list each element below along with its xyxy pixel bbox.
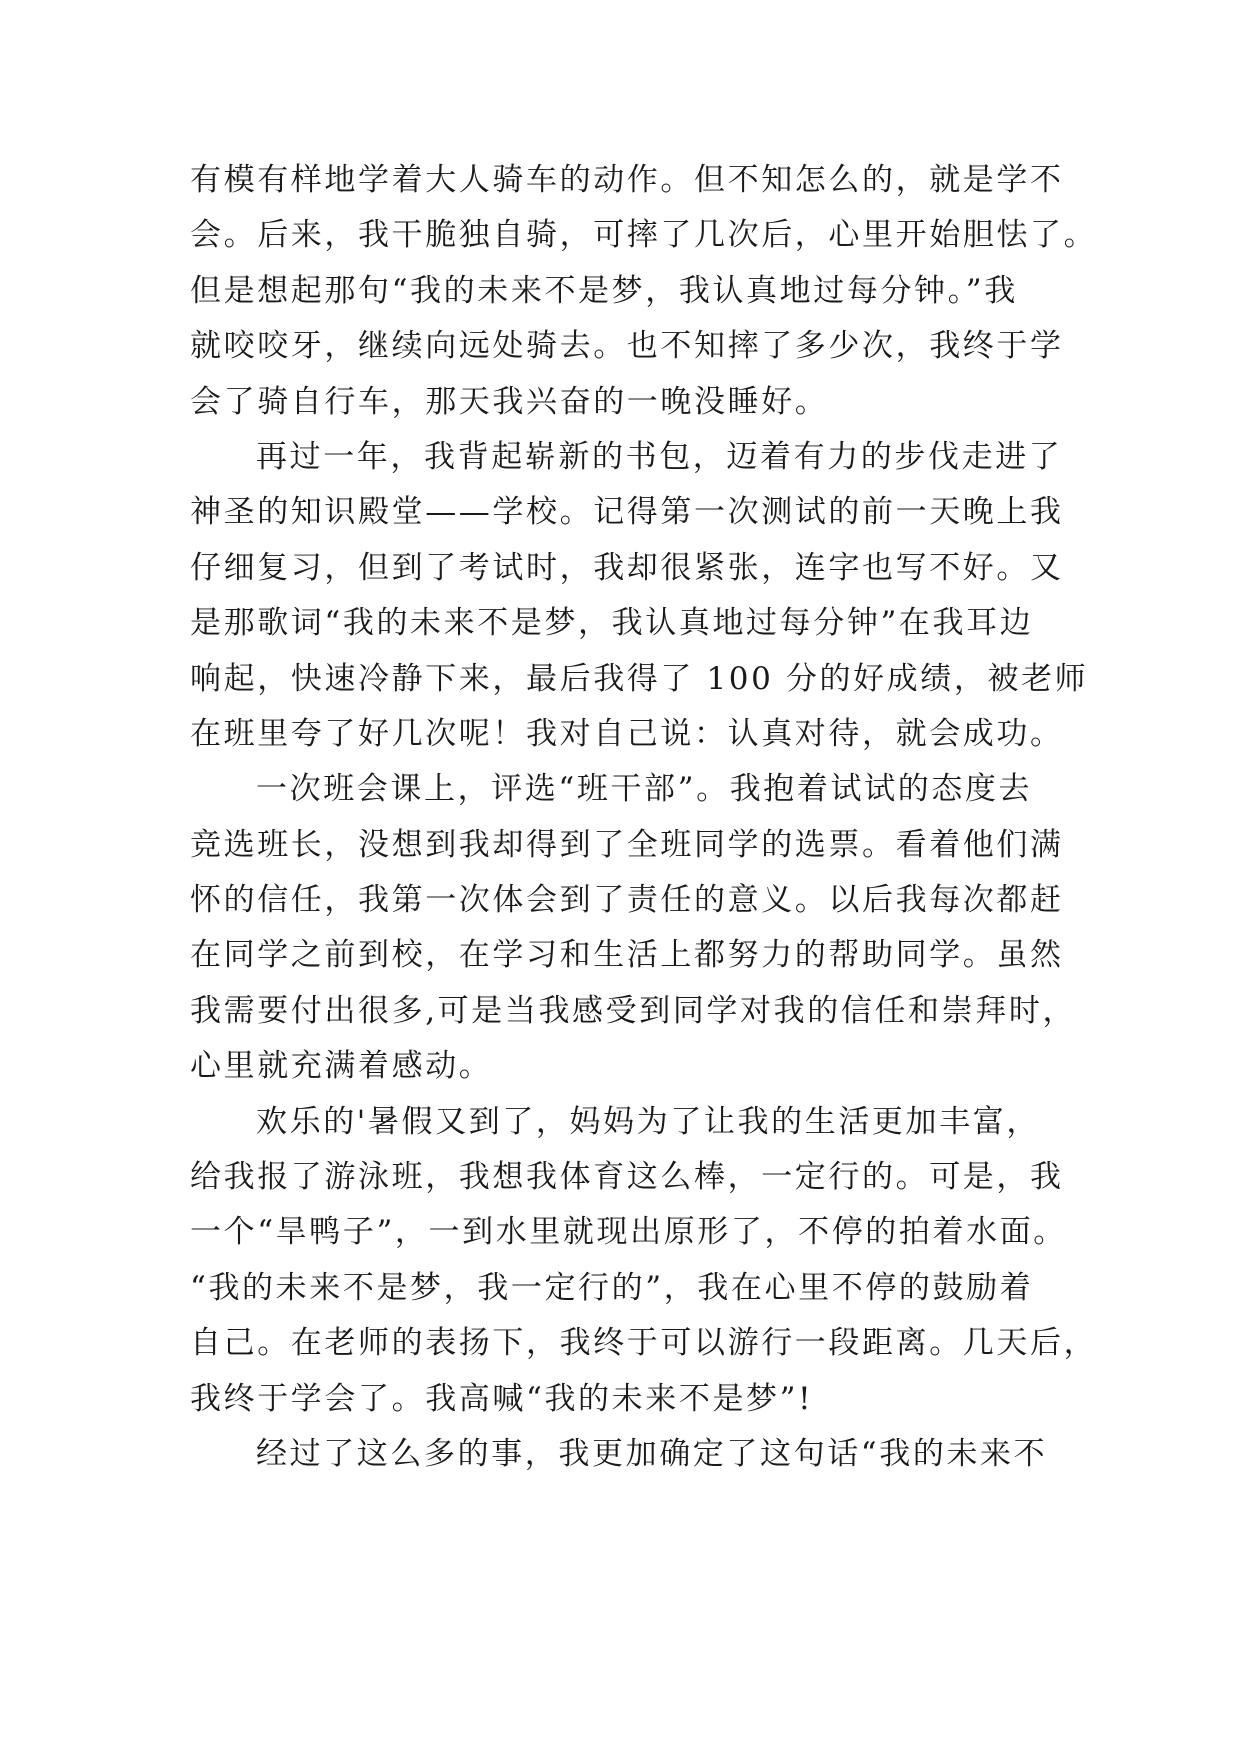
- text-line: 仔细复习，但到了考试时，我却很紧张，连字也写不好。又: [190, 549, 1064, 586]
- text-line: 在班里夸了好几次呢！我对自己说：认真对待，就会成功。: [190, 715, 1064, 752]
- text-line: “我的未来不是梦，我一定行的”，我在心里不停的鼓励着: [190, 1269, 1034, 1306]
- text-line: 会了骑自行车，那天我兴奋的一晚没睡好。: [190, 383, 829, 420]
- text-line: 是那歌词“我的未来不是梦，我认真地过每分钟”在我耳边: [190, 605, 1034, 642]
- paragraph-start-line: 经过了这么多的事，我更加确定了这句话“我的未来不: [256, 1435, 1048, 1472]
- text-line: 我终于学会了。我高喊“我的未来不是梦”!: [190, 1380, 814, 1417]
- text-line: 但是想起那句“我的未来不是梦，我认真地过每分钟。”我: [190, 272, 1018, 309]
- paragraph-start-line: 一次班会课上，评选“班干部”。我抱着试试的态度去: [256, 771, 1033, 808]
- text-line: 自己。在老师的表扬下，我终于可以游行一段距离。几天后，: [190, 1325, 1098, 1362]
- text-line: 神圣的知识殿堂——学校。记得第一次测试的前一天晚上我: [190, 494, 1064, 531]
- text-line: 怀的信任，我第一次体会到了责任的意义。以后我每次都赶: [190, 882, 1064, 919]
- text-line: 有模有样地学着大人骑车的动作。但不知怎么的，就是学不: [190, 162, 1064, 198]
- text-line: 一个“旱鸭子”，一到水里就现出原形了，不停的拍着水面。: [190, 1214, 1067, 1251]
- essay-body: [190, 153, 1098, 1482]
- text-line: 会。后来，我干脆独自骑，可摔了几次后，心里开始胆怯了。: [190, 217, 1098, 254]
- text-line: 心里就充满着感动。: [190, 1048, 493, 1085]
- text-line: 我需要付出很多,可是当我感受到同学对我的信任和崇拜时，: [190, 992, 1077, 1029]
- paragraph-start-line: 欢乐的'暑假又到了，妈妈为了让我的生活更加丰富，: [256, 1103, 1040, 1140]
- text-line: 在同学之前到校，在学习和生活上都努力的帮助同学。虽然: [190, 937, 1064, 974]
- text-line: 就咬咬牙，继续向远处骑去。也不知摔了多少次，我终于学: [190, 328, 1064, 365]
- text-line: 响起，快速冷静下来，最后我得了 100 分的好成绩，被老师: [190, 660, 1089, 697]
- paragraph-start-line: 再过一年，我背起崭新的书包，迈着有力的步伐走进了: [256, 438, 1063, 475]
- text-line: 竞选班长，没想到我却得到了全班同学的选票。看着他们满: [190, 826, 1064, 863]
- text-line: 给我报了游泳班，我想我体育这么棒，一定行的。可是，我: [190, 1159, 1064, 1196]
